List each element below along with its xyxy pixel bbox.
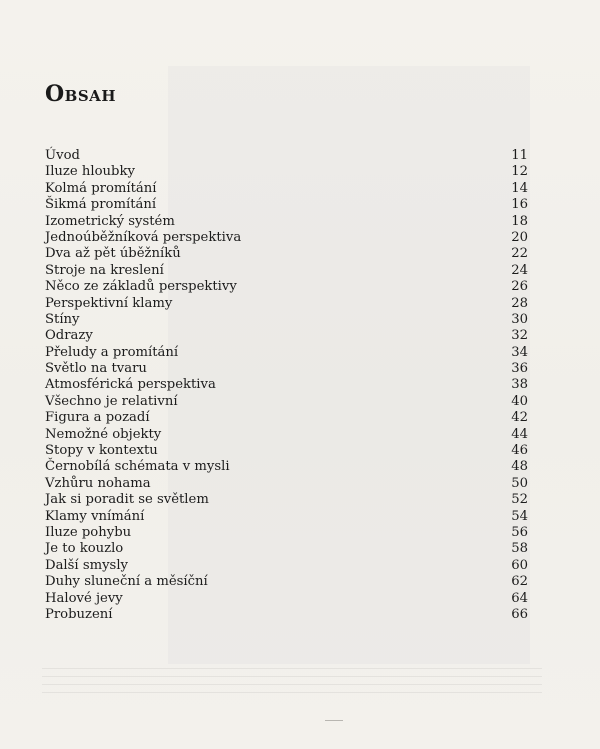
toc-entry-page-number: 62 bbox=[511, 574, 528, 590]
toc-entry bbox=[45, 148, 528, 164]
toc-entry-title: Přeludy a promítání bbox=[45, 344, 179, 360]
toc-entry bbox=[45, 214, 528, 230]
toc-entry bbox=[45, 361, 528, 377]
toc-entry bbox=[45, 525, 528, 541]
toc-entry-page-number: 48 bbox=[511, 459, 528, 475]
toc-entry bbox=[45, 443, 528, 459]
toc-entry-title: Stíny bbox=[45, 311, 80, 327]
toc-entry bbox=[45, 345, 528, 361]
toc-entry-title: Atmosférická perspektiva bbox=[45, 377, 216, 393]
toc-entry-page-number: 52 bbox=[511, 492, 528, 508]
toc-entry bbox=[45, 312, 528, 328]
toc-entry-page-number: 64 bbox=[511, 590, 528, 606]
toc-entry bbox=[45, 246, 528, 262]
toc-entry-title: Klamy vnímání bbox=[45, 508, 145, 524]
toc-entry-page-number: 32 bbox=[511, 328, 528, 344]
toc-entry-page-number: 24 bbox=[511, 262, 528, 278]
toc-entry-page-number: 46 bbox=[511, 443, 528, 459]
toc-entry bbox=[45, 181, 528, 197]
toc-entry-title: Jak si poradit se světlem bbox=[45, 492, 209, 508]
toc-entry-title: Jednoúběžníková perspektiva bbox=[45, 229, 242, 245]
toc-entry-title: Šikmá promítání bbox=[45, 197, 157, 213]
toc-entry-page-number: 60 bbox=[511, 557, 528, 573]
toc-entry-page-number: 40 bbox=[511, 393, 528, 409]
toc-entry-page-number: 36 bbox=[511, 361, 528, 377]
toc-entry-title: Duhy sluneční a měsíční bbox=[45, 574, 208, 590]
toc-entry bbox=[45, 164, 528, 180]
toc-entry bbox=[45, 279, 528, 295]
toc-entry-title: Je to kouzlo bbox=[45, 541, 124, 557]
toc-entry-title: Všechno je relativní bbox=[45, 393, 178, 409]
toc-entry bbox=[45, 591, 528, 607]
toc-entry-title: Další smysly bbox=[45, 557, 128, 573]
toc-entry-title: Perspektivní klamy bbox=[45, 295, 173, 311]
table-of-contents bbox=[45, 148, 528, 623]
toc-entry bbox=[45, 607, 528, 623]
toc-entry-page-number: 26 bbox=[511, 279, 528, 295]
toc-entry-page-number: 58 bbox=[511, 541, 528, 557]
toc-entry-page-number: 20 bbox=[511, 229, 528, 245]
toc-entry-page-number: 11 bbox=[511, 148, 528, 163]
toc-entry-title: Dva až pět úběžníků bbox=[45, 246, 181, 262]
toc-entry-page-number: 14 bbox=[511, 180, 528, 196]
toc-entry-page-number: 38 bbox=[511, 377, 528, 393]
toc-entry-title: Iluze pohybu bbox=[45, 524, 132, 540]
toc-entry-title: Úvod bbox=[45, 148, 80, 163]
toc-entry bbox=[45, 574, 528, 590]
toc-entry bbox=[45, 197, 528, 213]
toc-entry bbox=[45, 263, 528, 279]
toc-entry bbox=[45, 394, 528, 410]
toc-entry bbox=[45, 410, 528, 426]
toc-entry-page-number: 22 bbox=[511, 246, 528, 262]
toc-entry-title: Iluze hloubky bbox=[45, 164, 135, 180]
toc-entry bbox=[45, 459, 528, 475]
toc-entry-page-number: 56 bbox=[511, 524, 528, 540]
toc-entry-title: Stroje na kreslení bbox=[45, 262, 164, 278]
toc-entry-page-number: 42 bbox=[511, 410, 528, 426]
toc-entry-title: Stopy v kontextu bbox=[45, 443, 158, 459]
toc-entry-page-number: 50 bbox=[511, 475, 528, 491]
toc-entry-page-number: 16 bbox=[511, 197, 528, 213]
toc-entry-title: Halové jevy bbox=[45, 590, 123, 606]
toc-entry bbox=[45, 492, 528, 508]
toc-entry-title: Nemožné objekty bbox=[45, 426, 162, 442]
toc-entry-title: Figura a pozadí bbox=[45, 410, 150, 426]
toc-entry-page-number: 28 bbox=[511, 295, 528, 311]
page-mark bbox=[325, 720, 343, 721]
toc-entry bbox=[45, 230, 528, 246]
toc-entry-title: Odrazy bbox=[45, 328, 93, 344]
toc-entry bbox=[45, 476, 528, 492]
toc-entry-title: Kolmá promítání bbox=[45, 180, 157, 196]
show-through-text bbox=[42, 668, 542, 698]
toc-entry bbox=[45, 427, 528, 443]
toc-entry bbox=[45, 558, 528, 574]
toc-entry-title: Světlo na tvaru bbox=[45, 361, 147, 377]
toc-entry-page-number: 66 bbox=[511, 606, 528, 622]
toc-entry-title: Černobílá schémata v mysli bbox=[45, 459, 230, 475]
toc-entry bbox=[45, 296, 528, 312]
toc-entry bbox=[45, 377, 528, 393]
toc-entry-page-number: 30 bbox=[511, 311, 528, 327]
toc-entry-title: Probuzení bbox=[45, 606, 113, 622]
toc-entry-page-number: 44 bbox=[511, 426, 528, 442]
toc-entry-title: Vzhůru nohama bbox=[45, 475, 151, 491]
toc-entry-page-number: 54 bbox=[511, 508, 528, 524]
toc-entry-title: Něco ze základů perspektivy bbox=[45, 279, 237, 295]
toc-entry-title: Izometrický systém bbox=[45, 213, 175, 229]
toc-entry bbox=[45, 541, 528, 557]
toc-entry bbox=[45, 328, 528, 344]
toc-entry bbox=[45, 509, 528, 525]
toc-entry-page-number: 18 bbox=[511, 213, 528, 229]
page-title: Obsah bbox=[45, 80, 116, 107]
toc-entry-page-number: 12 bbox=[511, 164, 528, 180]
toc-entry-page-number: 34 bbox=[511, 344, 528, 360]
